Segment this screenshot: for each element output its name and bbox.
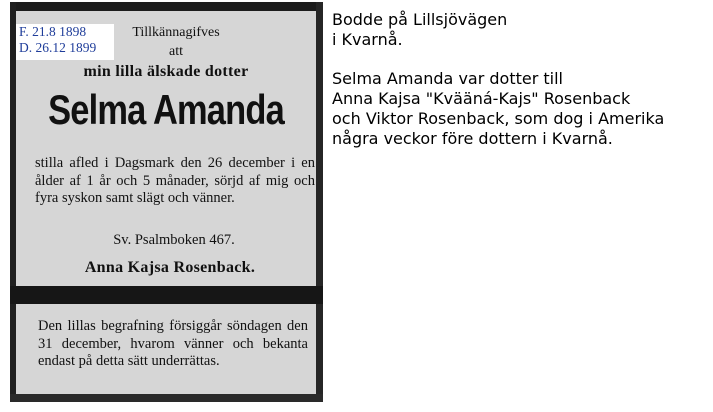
deceased-name: Selma Amanda [48, 86, 284, 133]
funeral-notice [16, 304, 316, 394]
dates-label [16, 24, 114, 60]
death-date: D. 26.12 1899 [19, 40, 97, 55]
newspaper-clipping [10, 2, 323, 402]
birth-date: F. 21.8 1898 [19, 24, 87, 39]
signature: Anna Kajsa Rosenback. [84, 259, 256, 276]
caption-line: Bodde på Lillsjövägen [332, 10, 508, 29]
clipping-divider [10, 286, 323, 304]
caption-paragraph-family [332, 69, 712, 149]
notice-body: stilla afled i Dagsmark den 26 december i en ålder af 1 år och 5 månader, sörjd af mig och fyra syskon samt slägt och vänner. [35, 155, 315, 206]
caption-line: Selma Amanda var dotter till [332, 69, 563, 88]
caption-line: och Viktor Rosenback, som dog i Amerika [332, 109, 665, 128]
clipping-frame-top [10, 2, 323, 11]
relation-line: min lilla älskade dotter [83, 63, 249, 80]
att-line: att [169, 44, 183, 59]
caption-paragraph-residence [332, 10, 712, 50]
caption-line: Anna Kajsa "Kvääná-Kajs" Rosenback [332, 89, 631, 108]
announcement-heading: Tillkännagifves [132, 25, 220, 40]
funeral-text: Den lillas begrafning försiggår söndagen den 31 december, hvarom vänner och bekanta endast på detta sätt underrättas. [38, 318, 308, 369]
caption-line: i Kvarnå. [332, 30, 403, 49]
caption-line: några veckor före dottern i Kvarnå. [332, 129, 613, 148]
caption [332, 10, 712, 149]
psalm-reference: Sv. Psalmboken 467. [113, 232, 235, 248]
clipping-frame-bottom [10, 394, 323, 402]
clipping-frame-right [316, 2, 323, 402]
